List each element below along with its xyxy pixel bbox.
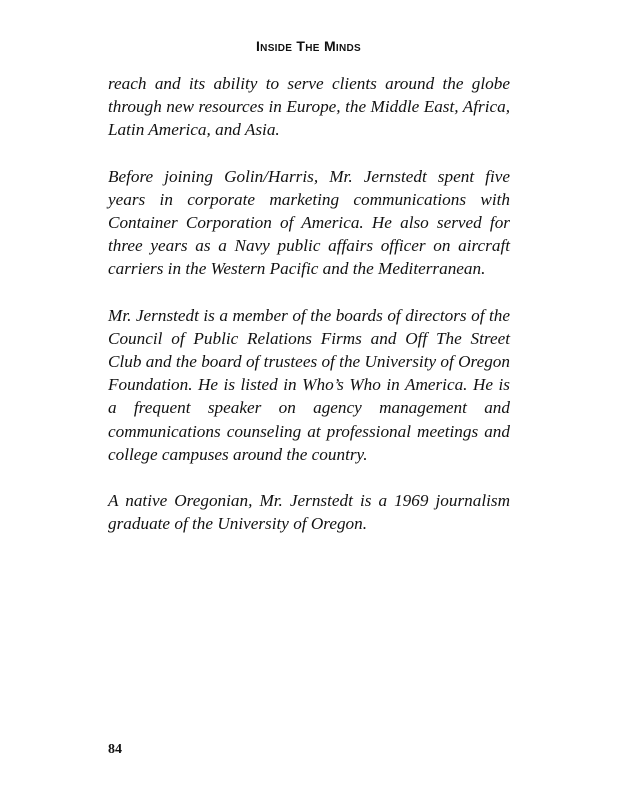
- paragraph-1: reach and its ability to serve clients around the globe through new resources in Europe, the Middle East, Africa, Latin America, and Asia.: [108, 74, 510, 140]
- paragraph-2: Before joining Golin/Harris, Mr. Jernstedt spent five years in corporate marketing communications with Container Corporation of America. He also served for three years as a Navy public affairs officer on aircraft carriers in the Western Pacific and the Mediterranean.: [108, 166, 510, 279]
- paragraph-4: A native Oregonian, Mr. Jernstedt is a 1969 journalism graduate of the University of Oregon.: [108, 491, 510, 534]
- running-header: Inside The Minds: [255, 38, 362, 54]
- body-text: [108, 72, 510, 558]
- page-number: 84: [108, 742, 122, 757]
- paragraph-3: Mr. Jernstedt is a member of the boards of directors of the Council of Public Relations Firms and Off The Street Club and the board of trustees of the University of Oregon Foundation. He is listed in Who’s Who in America. He is a frequent speaker on agency management and communications counseling at professional meetings and college campuses around the country.: [108, 305, 510, 464]
